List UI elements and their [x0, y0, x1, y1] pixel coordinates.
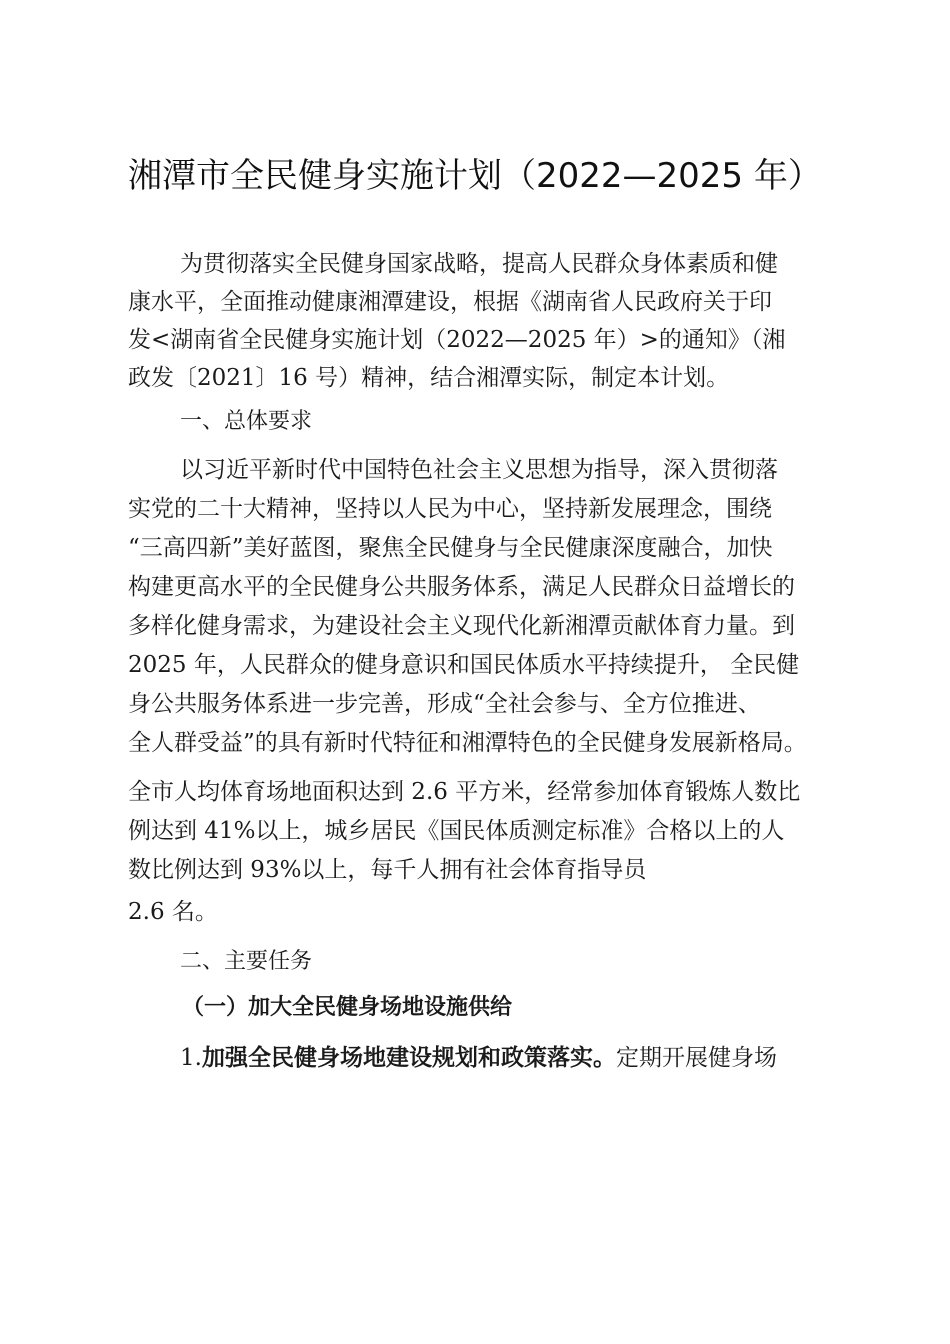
section1-line-9: 全市人均体育场地面积达到 2.6 平方米，经常参加体育锻炼人数比: [128, 779, 801, 805]
intro-line-2: 康水平，全面推动健康湘潭建设，根据《湖南省人民政府关于印: [128, 289, 772, 315]
section1-line-11: 数比例达到 93%以上，每千人拥有社会体育指导员: [128, 857, 647, 883]
subsection-heading-facilities: （一）加大全民健身场地设施供给: [182, 995, 513, 1020]
section-heading-main-tasks: 二、主要任务: [180, 949, 313, 974]
item-1-paragraph: [180, 1040, 920, 1076]
section1-line-7: 身公共服务体系进一步完善，形成“全社会参与、全方位推进、: [128, 691, 761, 717]
section1-line-4: 构建更高水平的全民健身公共服务体系，满足人民群众日益增长的: [128, 574, 795, 600]
section1-line-8: 全人群受益”的具有新时代特征和湘潭特色的全民健身发展新格局。: [128, 730, 807, 756]
item-1-bold-lead: 加强全民健身场地建设规划和政策落实。: [201, 1045, 616, 1071]
section1-line-12: 2.6 名。: [128, 899, 218, 925]
section1-line-10: 例达到 41%以上，城乡居民《国民体质测定标准》合格以上的人: [128, 818, 785, 844]
item-1-text: 定期开展健身场: [615, 1045, 777, 1071]
section1-line-6: 2025 年，人民群众的健身意识和国民体质水平持续提升， 全民健: [128, 652, 800, 678]
section-heading-general-requirements: 一、总体要求: [180, 409, 313, 434]
intro-line-1: 为贯彻落实全民健身国家战略，提高人民群众身体素质和健: [180, 251, 778, 277]
item-1-number: 1.: [180, 1045, 202, 1071]
intro-line-3: 发<湖南省全民健身实施计划（2022—2025 年）>的通知》（湘: [128, 327, 786, 353]
intro-line-4: 政发〔2021〕16 号）精神，结合湘潭实际，制定本计划。: [128, 365, 730, 391]
section1-line-5: 多样化健身需求，为建设社会主义现代化新湘潭贡献体育力量。到: [128, 613, 795, 639]
section1-line-2: 实党的二十大精神，坚持以人民为中心，坚持新发展理念，围绕: [128, 496, 772, 522]
section1-line-3: “三高四新”美好蓝图，聚焦全民健身与全民健康深度融合，加快: [128, 535, 773, 561]
section1-line-1: 以习近平新时代中国特色社会主义思想为指导，深入贯彻落: [180, 457, 778, 483]
document-title: 湘潭市全民健身实施计划（2022—2025 年）: [128, 156, 822, 196]
